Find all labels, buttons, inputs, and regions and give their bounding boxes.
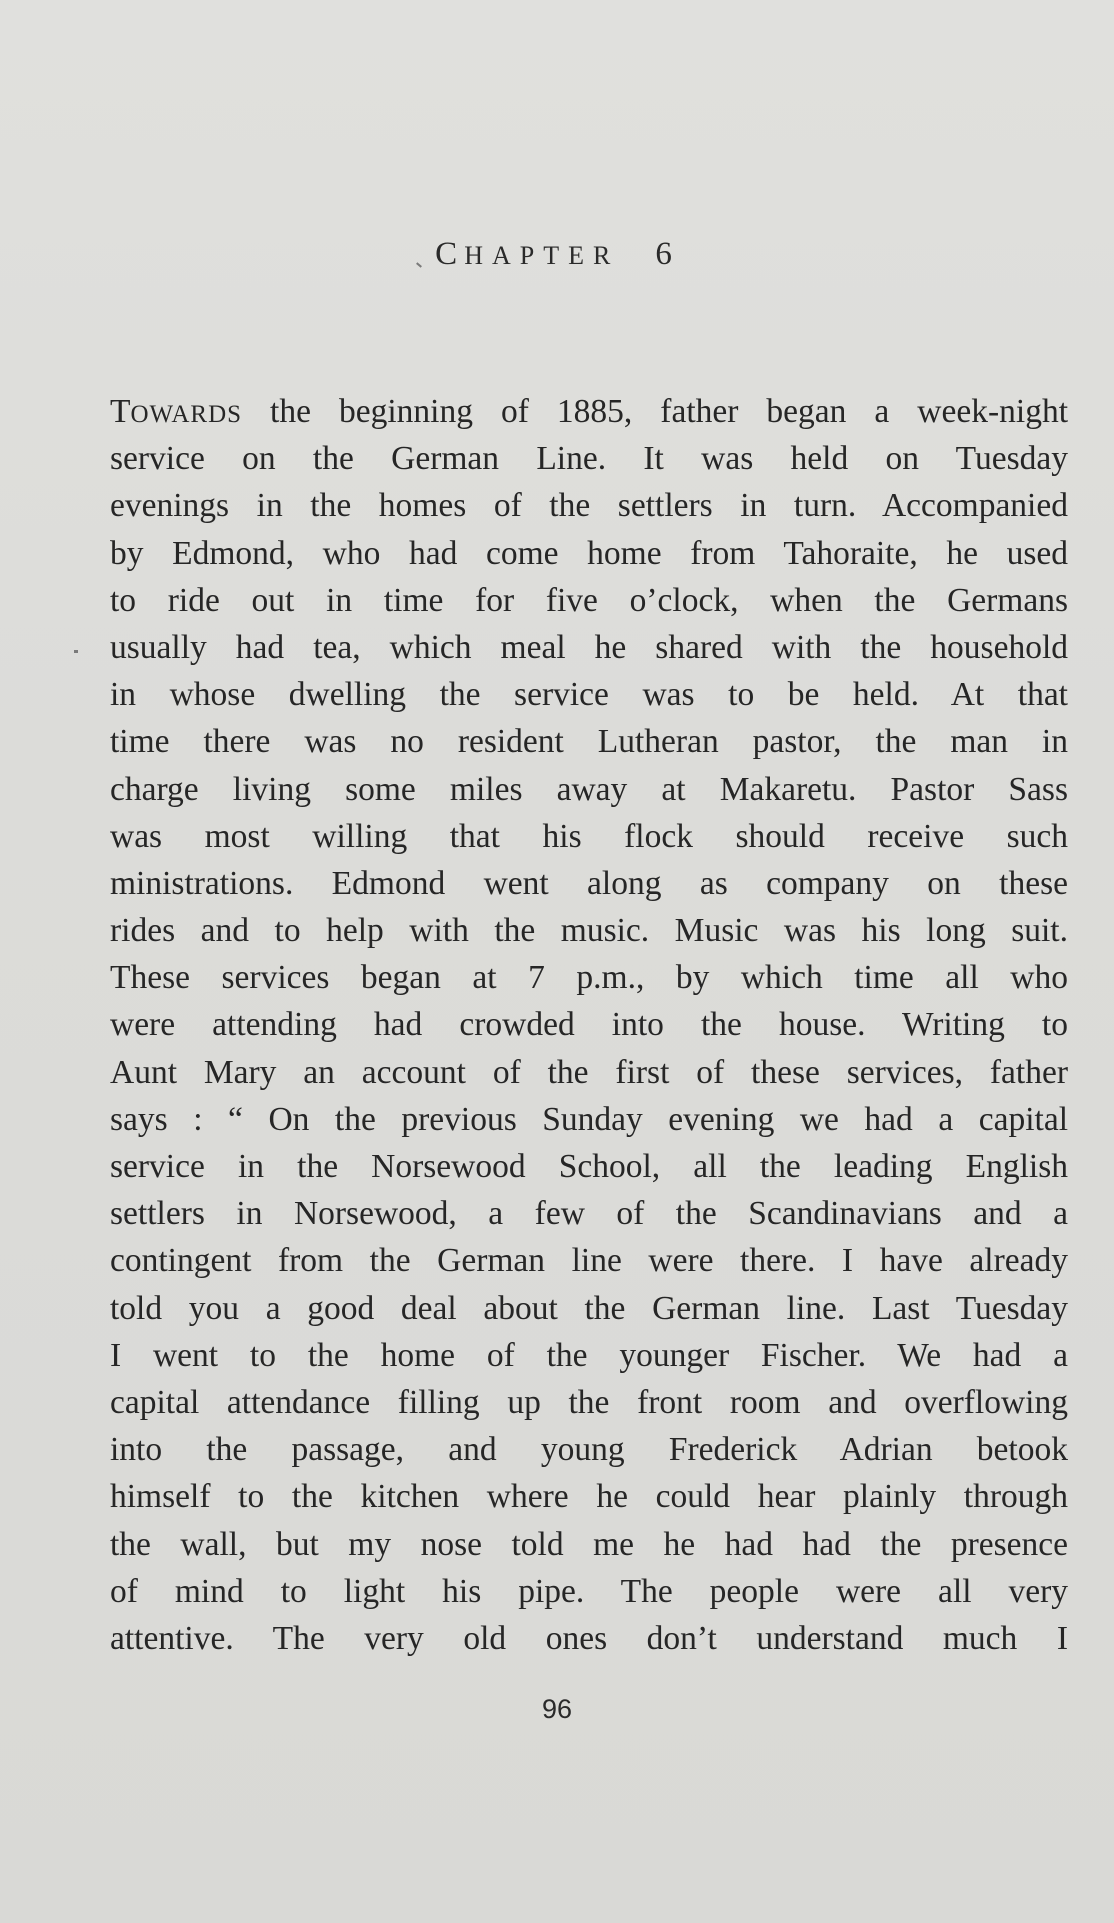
- text-line: into the passage, and young Frederick Adrian betook: [110, 1431, 1068, 1469]
- text-line: TOWARDS the beginning of 1885, father began a week-night: [110, 393, 1068, 430]
- lead-word: TOWARDS: [110, 393, 243, 430]
- text-line: evenings in the homes of the settlers in turn. Accompanied: [110, 487, 1068, 525]
- text-line: settlers in Norsewood, a few of the Scandinavians and a: [110, 1195, 1068, 1233]
- text-line: the wall, but my nose told me he had had the presence: [110, 1525, 1068, 1563]
- text-line: by Edmond, who had come home from Tahoraite, he used: [110, 534, 1068, 572]
- text-line: himself to the kitchen where he could hear plainly through: [110, 1478, 1068, 1516]
- chapter-number: 6: [655, 236, 679, 272]
- chapter-heading: [0, 236, 1114, 273]
- text-line: ministrations. Edmond went along as company on these: [110, 864, 1068, 902]
- text-line: service in the Norsewood School, all the leading English: [110, 1148, 1068, 1185]
- text-line: I went to the home of the younger Fischer. We had a: [110, 1336, 1068, 1374]
- text-line: of mind to light his pipe. The people were all very: [110, 1572, 1068, 1610]
- text-line: service on the German Line. It was held on Tuesday: [110, 440, 1068, 478]
- text-line: rides and to help with the music. Music was his long suit.: [110, 912, 1068, 950]
- ink-speck: [74, 650, 78, 653]
- text-line: contingent from the German line were there. I have already: [110, 1242, 1068, 1280]
- text-line: says : “ On the previous Sunday evening we had a capital: [110, 1100, 1068, 1138]
- text-line: was most willing that his flock should receive such: [110, 817, 1068, 855]
- text-line: in whose dwelling the service was to be held. At that: [110, 676, 1068, 714]
- body-paragraph: [110, 388, 1068, 1662]
- text-line: attentive. The very old ones don’t understand much I: [110, 1619, 1068, 1657]
- page-number: 96: [541, 1694, 573, 1724]
- text-line: were attending had crowded into the house. Writing to: [110, 1006, 1068, 1044]
- text-line: charge living some miles away at Makaretu. Pastor Sass: [110, 770, 1068, 808]
- text-line: told you a good deal about the German line. Last Tuesday: [110, 1289, 1068, 1327]
- text-line: capital attendance filling up the front room and overflowing: [110, 1383, 1068, 1421]
- text-line: usually had tea, which meal he shared with the household: [110, 628, 1068, 666]
- text-line: to ride out in time for five o’clock, when the Germans: [110, 581, 1068, 619]
- text-line: Aunt Mary an account of the first of these services, father: [110, 1053, 1068, 1091]
- text-line: These services began at 7 p.m., by which time all who: [110, 959, 1068, 997]
- text-line: time there was no resident Lutheran pastor, the man in: [110, 723, 1068, 761]
- chapter-label: CHAPTER: [435, 236, 620, 272]
